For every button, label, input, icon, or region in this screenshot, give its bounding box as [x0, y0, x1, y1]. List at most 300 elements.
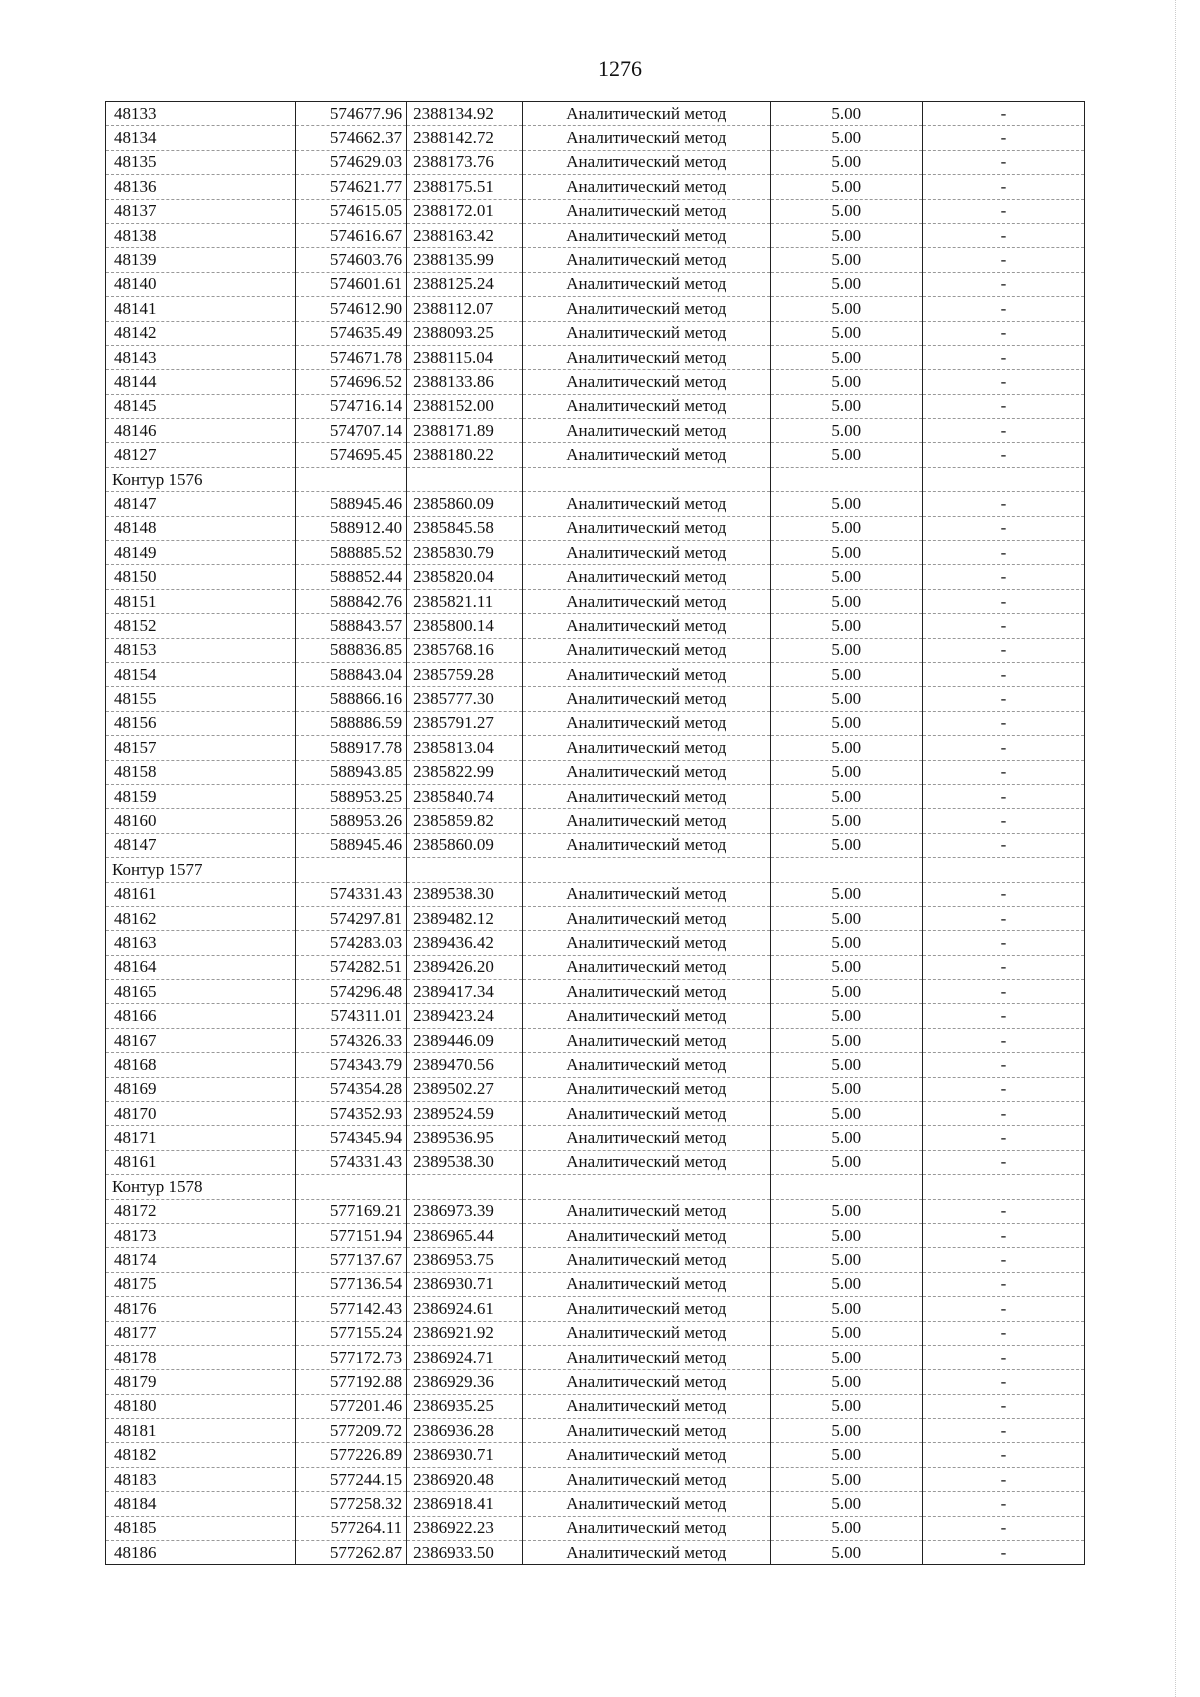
point-id-cell: 48164 — [106, 955, 296, 979]
table-row — [106, 1028, 1085, 1052]
point-id-cell: 48138 — [106, 223, 296, 247]
y-coordinate-cell: 2388135.99 — [407, 248, 523, 272]
point-id-cell: 48139 — [106, 248, 296, 272]
y-coordinate-cell: 2389524.59 — [407, 1102, 523, 1126]
method-cell: Аналитический метод — [522, 1272, 770, 1296]
table-row — [106, 1150, 1085, 1174]
precision-cell: 5.00 — [770, 687, 922, 711]
precision-cell: 5.00 — [770, 1223, 922, 1247]
note-cell: - — [922, 223, 1084, 247]
method-cell: Аналитический метод — [522, 565, 770, 589]
method-cell: Аналитический метод — [522, 1492, 770, 1516]
x-coordinate-cell: 577192.88 — [296, 1370, 407, 1394]
point-id-cell: 48184 — [106, 1492, 296, 1516]
precision-cell: 5.00 — [770, 223, 922, 247]
point-id-cell: 48161 — [106, 882, 296, 906]
y-coordinate-cell: 2389536.95 — [407, 1126, 523, 1150]
table-row — [106, 687, 1085, 711]
x-coordinate-cell: 588866.16 — [296, 687, 407, 711]
x-coordinate-cell: 588842.76 — [296, 589, 407, 613]
method-cell: Аналитический метод — [522, 492, 770, 516]
point-id-cell: 48178 — [106, 1345, 296, 1369]
y-coordinate-cell: 2385860.09 — [407, 833, 523, 857]
contour-header-row — [106, 858, 1085, 882]
point-id-cell: 48181 — [106, 1419, 296, 1443]
table-row — [106, 370, 1085, 394]
point-id-cell: 48161 — [106, 1150, 296, 1174]
note-cell: - — [922, 272, 1084, 296]
y-coordinate-cell: 2388172.01 — [407, 199, 523, 223]
precision-cell: 5.00 — [770, 1150, 922, 1174]
point-id-cell: 48146 — [106, 419, 296, 443]
table-row — [106, 1272, 1085, 1296]
table-row — [106, 345, 1085, 369]
note-cell: - — [922, 1345, 1084, 1369]
table-row — [106, 1443, 1085, 1467]
y-coordinate-cell: 2388142.72 — [407, 126, 523, 150]
note-cell: - — [922, 1102, 1084, 1126]
x-coordinate-cell: 588943.85 — [296, 760, 407, 784]
y-coordinate-cell: 2386918.41 — [407, 1492, 523, 1516]
method-cell — [522, 467, 770, 491]
table-row — [106, 1053, 1085, 1077]
y-coordinate-cell: 2385791.27 — [407, 711, 523, 735]
note-cell: - — [922, 1150, 1084, 1174]
x-coordinate-cell: 574297.81 — [296, 906, 407, 930]
note-cell: - — [922, 126, 1084, 150]
precision-cell: 5.00 — [770, 199, 922, 223]
x-coordinate-cell: 574282.51 — [296, 955, 407, 979]
note-cell: - — [922, 1028, 1084, 1052]
y-coordinate-cell: 2386930.71 — [407, 1443, 523, 1467]
table-row — [106, 321, 1085, 345]
point-id-cell: 48140 — [106, 272, 296, 296]
note-cell: - — [922, 809, 1084, 833]
note-cell: - — [922, 760, 1084, 784]
point-id-cell: 48174 — [106, 1248, 296, 1272]
table-row — [106, 760, 1085, 784]
point-id-cell: 48135 — [106, 150, 296, 174]
table-row — [106, 711, 1085, 735]
method-cell: Аналитический метод — [522, 1102, 770, 1126]
table-row — [106, 272, 1085, 296]
x-coordinate-cell: 574612.90 — [296, 297, 407, 321]
y-coordinate-cell: 2389538.30 — [407, 1150, 523, 1174]
coordinates-table — [105, 101, 1085, 1565]
table-row — [106, 614, 1085, 638]
method-cell: Аналитический метод — [522, 541, 770, 565]
point-id-cell: 48185 — [106, 1516, 296, 1540]
precision-cell: 5.00 — [770, 419, 922, 443]
precision-cell: 5.00 — [770, 248, 922, 272]
y-coordinate-cell: 2386920.48 — [407, 1467, 523, 1491]
note-cell: - — [922, 882, 1084, 906]
table-row — [106, 833, 1085, 857]
y-coordinate-cell: 2385759.28 — [407, 662, 523, 686]
point-id-cell: 48170 — [106, 1102, 296, 1126]
x-coordinate-cell: 588843.57 — [296, 614, 407, 638]
method-cell: Аналитический метод — [522, 272, 770, 296]
y-coordinate-cell: 2385820.04 — [407, 565, 523, 589]
note-cell: - — [922, 736, 1084, 760]
x-coordinate-cell: 574621.77 — [296, 175, 407, 199]
note-cell: - — [922, 955, 1084, 979]
y-coordinate-cell: 2388133.86 — [407, 370, 523, 394]
x-coordinate-cell: 574616.67 — [296, 223, 407, 247]
method-cell: Аналитический метод — [522, 711, 770, 735]
method-cell: Аналитический метод — [522, 1419, 770, 1443]
precision-cell: 5.00 — [770, 955, 922, 979]
note-cell — [922, 1175, 1084, 1199]
table-row — [106, 1541, 1085, 1565]
precision-cell: 5.00 — [770, 541, 922, 565]
precision-cell: 5.00 — [770, 589, 922, 613]
point-id-cell: 48176 — [106, 1297, 296, 1321]
y-coordinate-cell: 2388171.89 — [407, 419, 523, 443]
point-id-cell: 48147 — [106, 492, 296, 516]
table-row — [106, 1492, 1085, 1516]
y-coordinate-cell: 2385821.11 — [407, 589, 523, 613]
y-coordinate-cell: 2386930.71 — [407, 1272, 523, 1296]
table-row — [106, 1516, 1085, 1540]
point-id-cell: 48127 — [106, 443, 296, 467]
method-cell: Аналитический метод — [522, 809, 770, 833]
y-coordinate-cell: 2389482.12 — [407, 906, 523, 930]
y-coordinate-cell: 2385822.99 — [407, 760, 523, 784]
note-cell: - — [922, 1297, 1084, 1321]
method-cell: Аналитический метод — [522, 1150, 770, 1174]
y-coordinate-cell: 2385840.74 — [407, 784, 523, 808]
precision-cell: 5.00 — [770, 1419, 922, 1443]
table-row — [106, 150, 1085, 174]
y-coordinate-cell: 2389470.56 — [407, 1053, 523, 1077]
note-cell — [922, 467, 1084, 491]
y-coordinate-cell: 2389436.42 — [407, 931, 523, 955]
precision-cell: 5.00 — [770, 833, 922, 857]
method-cell: Аналитический метод — [522, 370, 770, 394]
x-coordinate-cell: 574352.93 — [296, 1102, 407, 1126]
method-cell: Аналитический метод — [522, 1004, 770, 1028]
point-id-cell: 48163 — [106, 931, 296, 955]
note-cell: - — [922, 1199, 1084, 1223]
y-coordinate-cell: 2388093.25 — [407, 321, 523, 345]
point-id-cell: 48155 — [106, 687, 296, 711]
method-cell: Аналитический метод — [522, 1345, 770, 1369]
x-coordinate-cell: 588885.52 — [296, 541, 407, 565]
precision-cell: 5.00 — [770, 1053, 922, 1077]
x-coordinate-cell: 574677.96 — [296, 102, 407, 126]
y-coordinate-cell: 2389417.34 — [407, 980, 523, 1004]
method-cell: Аналитический метод — [522, 248, 770, 272]
precision-cell: 5.00 — [770, 1321, 922, 1345]
y-coordinate-cell: 2389426.20 — [407, 955, 523, 979]
precision-cell: 5.00 — [770, 638, 922, 662]
method-cell: Аналитический метод — [522, 1467, 770, 1491]
precision-cell: 5.00 — [770, 345, 922, 369]
note-cell: - — [922, 102, 1084, 126]
table-row — [106, 297, 1085, 321]
x-coordinate-cell: 588953.25 — [296, 784, 407, 808]
method-cell: Аналитический метод — [522, 443, 770, 467]
method-cell: Аналитический метод — [522, 223, 770, 247]
method-cell: Аналитический метод — [522, 833, 770, 857]
point-id-cell: 48134 — [106, 126, 296, 150]
note-cell: - — [922, 1467, 1084, 1491]
note-cell: - — [922, 1077, 1084, 1101]
point-id-cell: 48147 — [106, 833, 296, 857]
note-cell: - — [922, 297, 1084, 321]
contour-header-row — [106, 467, 1085, 491]
note-cell: - — [922, 711, 1084, 735]
note-cell: - — [922, 370, 1084, 394]
point-id-cell: 48175 — [106, 1272, 296, 1296]
x-coordinate-cell: 574343.79 — [296, 1053, 407, 1077]
table-row — [106, 565, 1085, 589]
precision-cell: 5.00 — [770, 809, 922, 833]
method-cell: Аналитический метод — [522, 638, 770, 662]
y-coordinate-cell: 2389446.09 — [407, 1028, 523, 1052]
method-cell: Аналитический метод — [522, 1370, 770, 1394]
method-cell: Аналитический метод — [522, 736, 770, 760]
table-row — [106, 492, 1085, 516]
x-coordinate-cell: 577142.43 — [296, 1297, 407, 1321]
point-id-cell: 48159 — [106, 784, 296, 808]
note-cell: - — [922, 784, 1084, 808]
contour-label-cell: Контур 1577 — [106, 858, 296, 882]
table-row — [106, 955, 1085, 979]
method-cell: Аналитический метод — [522, 150, 770, 174]
method-cell: Аналитический метод — [522, 1516, 770, 1540]
point-id-cell: 48149 — [106, 541, 296, 565]
x-coordinate-cell: 577258.32 — [296, 1492, 407, 1516]
note-cell: - — [922, 1126, 1084, 1150]
precision-cell: 5.00 — [770, 760, 922, 784]
method-cell: Аналитический метод — [522, 662, 770, 686]
note-cell: - — [922, 614, 1084, 638]
note-cell: - — [922, 1516, 1084, 1540]
precision-cell: 5.00 — [770, 1248, 922, 1272]
x-coordinate-cell: 574283.03 — [296, 931, 407, 955]
precision-cell: 5.00 — [770, 1443, 922, 1467]
note-cell: - — [922, 199, 1084, 223]
y-coordinate-cell — [407, 1175, 523, 1199]
x-coordinate-cell: 588886.59 — [296, 711, 407, 735]
y-coordinate-cell: 2385859.82 — [407, 809, 523, 833]
x-coordinate-cell: 574707.14 — [296, 419, 407, 443]
x-coordinate-cell: 577262.87 — [296, 1541, 407, 1565]
precision-cell: 5.00 — [770, 1345, 922, 1369]
y-coordinate-cell — [407, 467, 523, 491]
precision-cell: 5.00 — [770, 1541, 922, 1565]
method-cell: Аналитический метод — [522, 589, 770, 613]
y-coordinate-cell: 2385860.09 — [407, 492, 523, 516]
table-row — [106, 394, 1085, 418]
precision-cell: 5.00 — [770, 1394, 922, 1418]
note-cell: - — [922, 516, 1084, 540]
table-row — [106, 223, 1085, 247]
note-cell: - — [922, 1248, 1084, 1272]
note-cell — [922, 858, 1084, 882]
precision-cell: 5.00 — [770, 1199, 922, 1223]
precision-cell: 5.00 — [770, 297, 922, 321]
x-coordinate-cell: 574635.49 — [296, 321, 407, 345]
note-cell: - — [922, 541, 1084, 565]
x-coordinate-cell: 577226.89 — [296, 1443, 407, 1467]
table-row — [106, 102, 1085, 126]
note-cell: - — [922, 638, 1084, 662]
point-id-cell: 48133 — [106, 102, 296, 126]
point-id-cell: 48157 — [106, 736, 296, 760]
page-number: 1276 — [598, 56, 642, 81]
method-cell: Аналитический метод — [522, 1248, 770, 1272]
point-id-cell: 48145 — [106, 394, 296, 418]
method-cell: Аналитический метод — [522, 394, 770, 418]
point-id-cell: 48154 — [106, 662, 296, 686]
precision-cell: 5.00 — [770, 1077, 922, 1101]
point-id-cell: 48150 — [106, 565, 296, 589]
precision-cell: 5.00 — [770, 565, 922, 589]
x-coordinate-cell: 577169.21 — [296, 1199, 407, 1223]
method-cell — [522, 1175, 770, 1199]
y-coordinate-cell: 2389423.24 — [407, 1004, 523, 1028]
method-cell: Аналитический метод — [522, 1199, 770, 1223]
x-coordinate-cell: 574671.78 — [296, 345, 407, 369]
x-coordinate-cell: 577151.94 — [296, 1223, 407, 1247]
method-cell: Аналитический метод — [522, 980, 770, 1004]
point-id-cell: 48143 — [106, 345, 296, 369]
table-row — [106, 1321, 1085, 1345]
point-id-cell: 48136 — [106, 175, 296, 199]
note-cell: - — [922, 1492, 1084, 1516]
precision-cell: 5.00 — [770, 662, 922, 686]
method-cell: Аналитический метод — [522, 784, 770, 808]
y-coordinate-cell: 2385777.30 — [407, 687, 523, 711]
y-coordinate-cell: 2385768.16 — [407, 638, 523, 662]
precision-cell: 5.00 — [770, 1467, 922, 1491]
table-row — [106, 419, 1085, 443]
precision-cell: 5.00 — [770, 150, 922, 174]
precision-cell: 5.00 — [770, 394, 922, 418]
note-cell: - — [922, 1053, 1084, 1077]
method-cell — [522, 858, 770, 882]
note-cell: - — [922, 565, 1084, 589]
note-cell: - — [922, 1272, 1084, 1296]
precision-cell: 5.00 — [770, 516, 922, 540]
table-row — [106, 882, 1085, 906]
x-coordinate-cell: 574615.05 — [296, 199, 407, 223]
note-cell: - — [922, 589, 1084, 613]
table-row — [106, 175, 1085, 199]
table-row — [106, 1102, 1085, 1126]
precision-cell: 5.00 — [770, 126, 922, 150]
coordinates-table-body — [106, 102, 1085, 1565]
precision-cell — [770, 467, 922, 491]
y-coordinate-cell: 2388180.22 — [407, 443, 523, 467]
precision-cell: 5.00 — [770, 931, 922, 955]
precision-cell: 5.00 — [770, 736, 922, 760]
y-coordinate-cell: 2386935.25 — [407, 1394, 523, 1418]
contour-header-row — [106, 1175, 1085, 1199]
precision-cell: 5.00 — [770, 272, 922, 296]
table-row — [106, 516, 1085, 540]
method-cell: Аналитический метод — [522, 419, 770, 443]
table-row — [106, 1297, 1085, 1321]
x-coordinate-cell: 574695.45 — [296, 443, 407, 467]
y-coordinate-cell: 2385813.04 — [407, 736, 523, 760]
x-coordinate-cell: 588836.85 — [296, 638, 407, 662]
method-cell: Аналитический метод — [522, 760, 770, 784]
x-coordinate-cell: 588912.40 — [296, 516, 407, 540]
precision-cell — [770, 858, 922, 882]
note-cell: - — [922, 833, 1084, 857]
point-id-cell: 48167 — [106, 1028, 296, 1052]
point-id-cell: 48156 — [106, 711, 296, 735]
y-coordinate-cell: 2386921.92 — [407, 1321, 523, 1345]
note-cell: - — [922, 321, 1084, 345]
y-coordinate-cell: 2389502.27 — [407, 1077, 523, 1101]
y-coordinate-cell: 2388175.51 — [407, 175, 523, 199]
y-coordinate-cell: 2388115.04 — [407, 345, 523, 369]
note-cell: - — [922, 1419, 1084, 1443]
x-coordinate-cell: 574326.33 — [296, 1028, 407, 1052]
table-row — [106, 980, 1085, 1004]
precision-cell: 5.00 — [770, 1126, 922, 1150]
x-coordinate-cell — [296, 467, 407, 491]
note-cell: - — [922, 1370, 1084, 1394]
method-cell: Аналитический метод — [522, 1443, 770, 1467]
x-coordinate-cell: 574601.61 — [296, 272, 407, 296]
contour-label-cell: Контур 1578 — [106, 1175, 296, 1199]
method-cell: Аналитический метод — [522, 1126, 770, 1150]
point-id-cell: 48180 — [106, 1394, 296, 1418]
x-coordinate-cell: 574716.14 — [296, 394, 407, 418]
method-cell: Аналитический метод — [522, 345, 770, 369]
y-coordinate-cell: 2385845.58 — [407, 516, 523, 540]
x-coordinate-cell: 588917.78 — [296, 736, 407, 760]
table-row — [106, 199, 1085, 223]
method-cell: Аналитический метод — [522, 931, 770, 955]
note-cell: - — [922, 980, 1084, 1004]
method-cell: Аналитический метод — [522, 1321, 770, 1345]
precision-cell: 5.00 — [770, 1370, 922, 1394]
table-row — [106, 589, 1085, 613]
method-cell: Аналитический метод — [522, 297, 770, 321]
y-coordinate-cell: 2388125.24 — [407, 272, 523, 296]
precision-cell — [770, 1175, 922, 1199]
precision-cell: 5.00 — [770, 102, 922, 126]
table-row — [106, 736, 1085, 760]
x-coordinate-cell: 574331.43 — [296, 882, 407, 906]
x-coordinate-cell: 588945.46 — [296, 492, 407, 516]
precision-cell: 5.00 — [770, 492, 922, 516]
scan-edge-line — [1175, 0, 1178, 1697]
point-id-cell: 48182 — [106, 1443, 296, 1467]
table-row — [106, 1370, 1085, 1394]
note-cell: - — [922, 443, 1084, 467]
y-coordinate-cell: 2386922.23 — [407, 1516, 523, 1540]
y-coordinate-cell: 2386929.36 — [407, 1370, 523, 1394]
x-coordinate-cell: 588852.44 — [296, 565, 407, 589]
table-row — [106, 1077, 1085, 1101]
table-row — [106, 443, 1085, 467]
point-id-cell: 48162 — [106, 906, 296, 930]
x-coordinate-cell: 577244.15 — [296, 1467, 407, 1491]
x-coordinate-cell: 574696.52 — [296, 370, 407, 394]
method-cell: Аналитический метод — [522, 199, 770, 223]
method-cell: Аналитический метод — [522, 1394, 770, 1418]
point-id-cell: 48142 — [106, 321, 296, 345]
point-id-cell: 48153 — [106, 638, 296, 662]
